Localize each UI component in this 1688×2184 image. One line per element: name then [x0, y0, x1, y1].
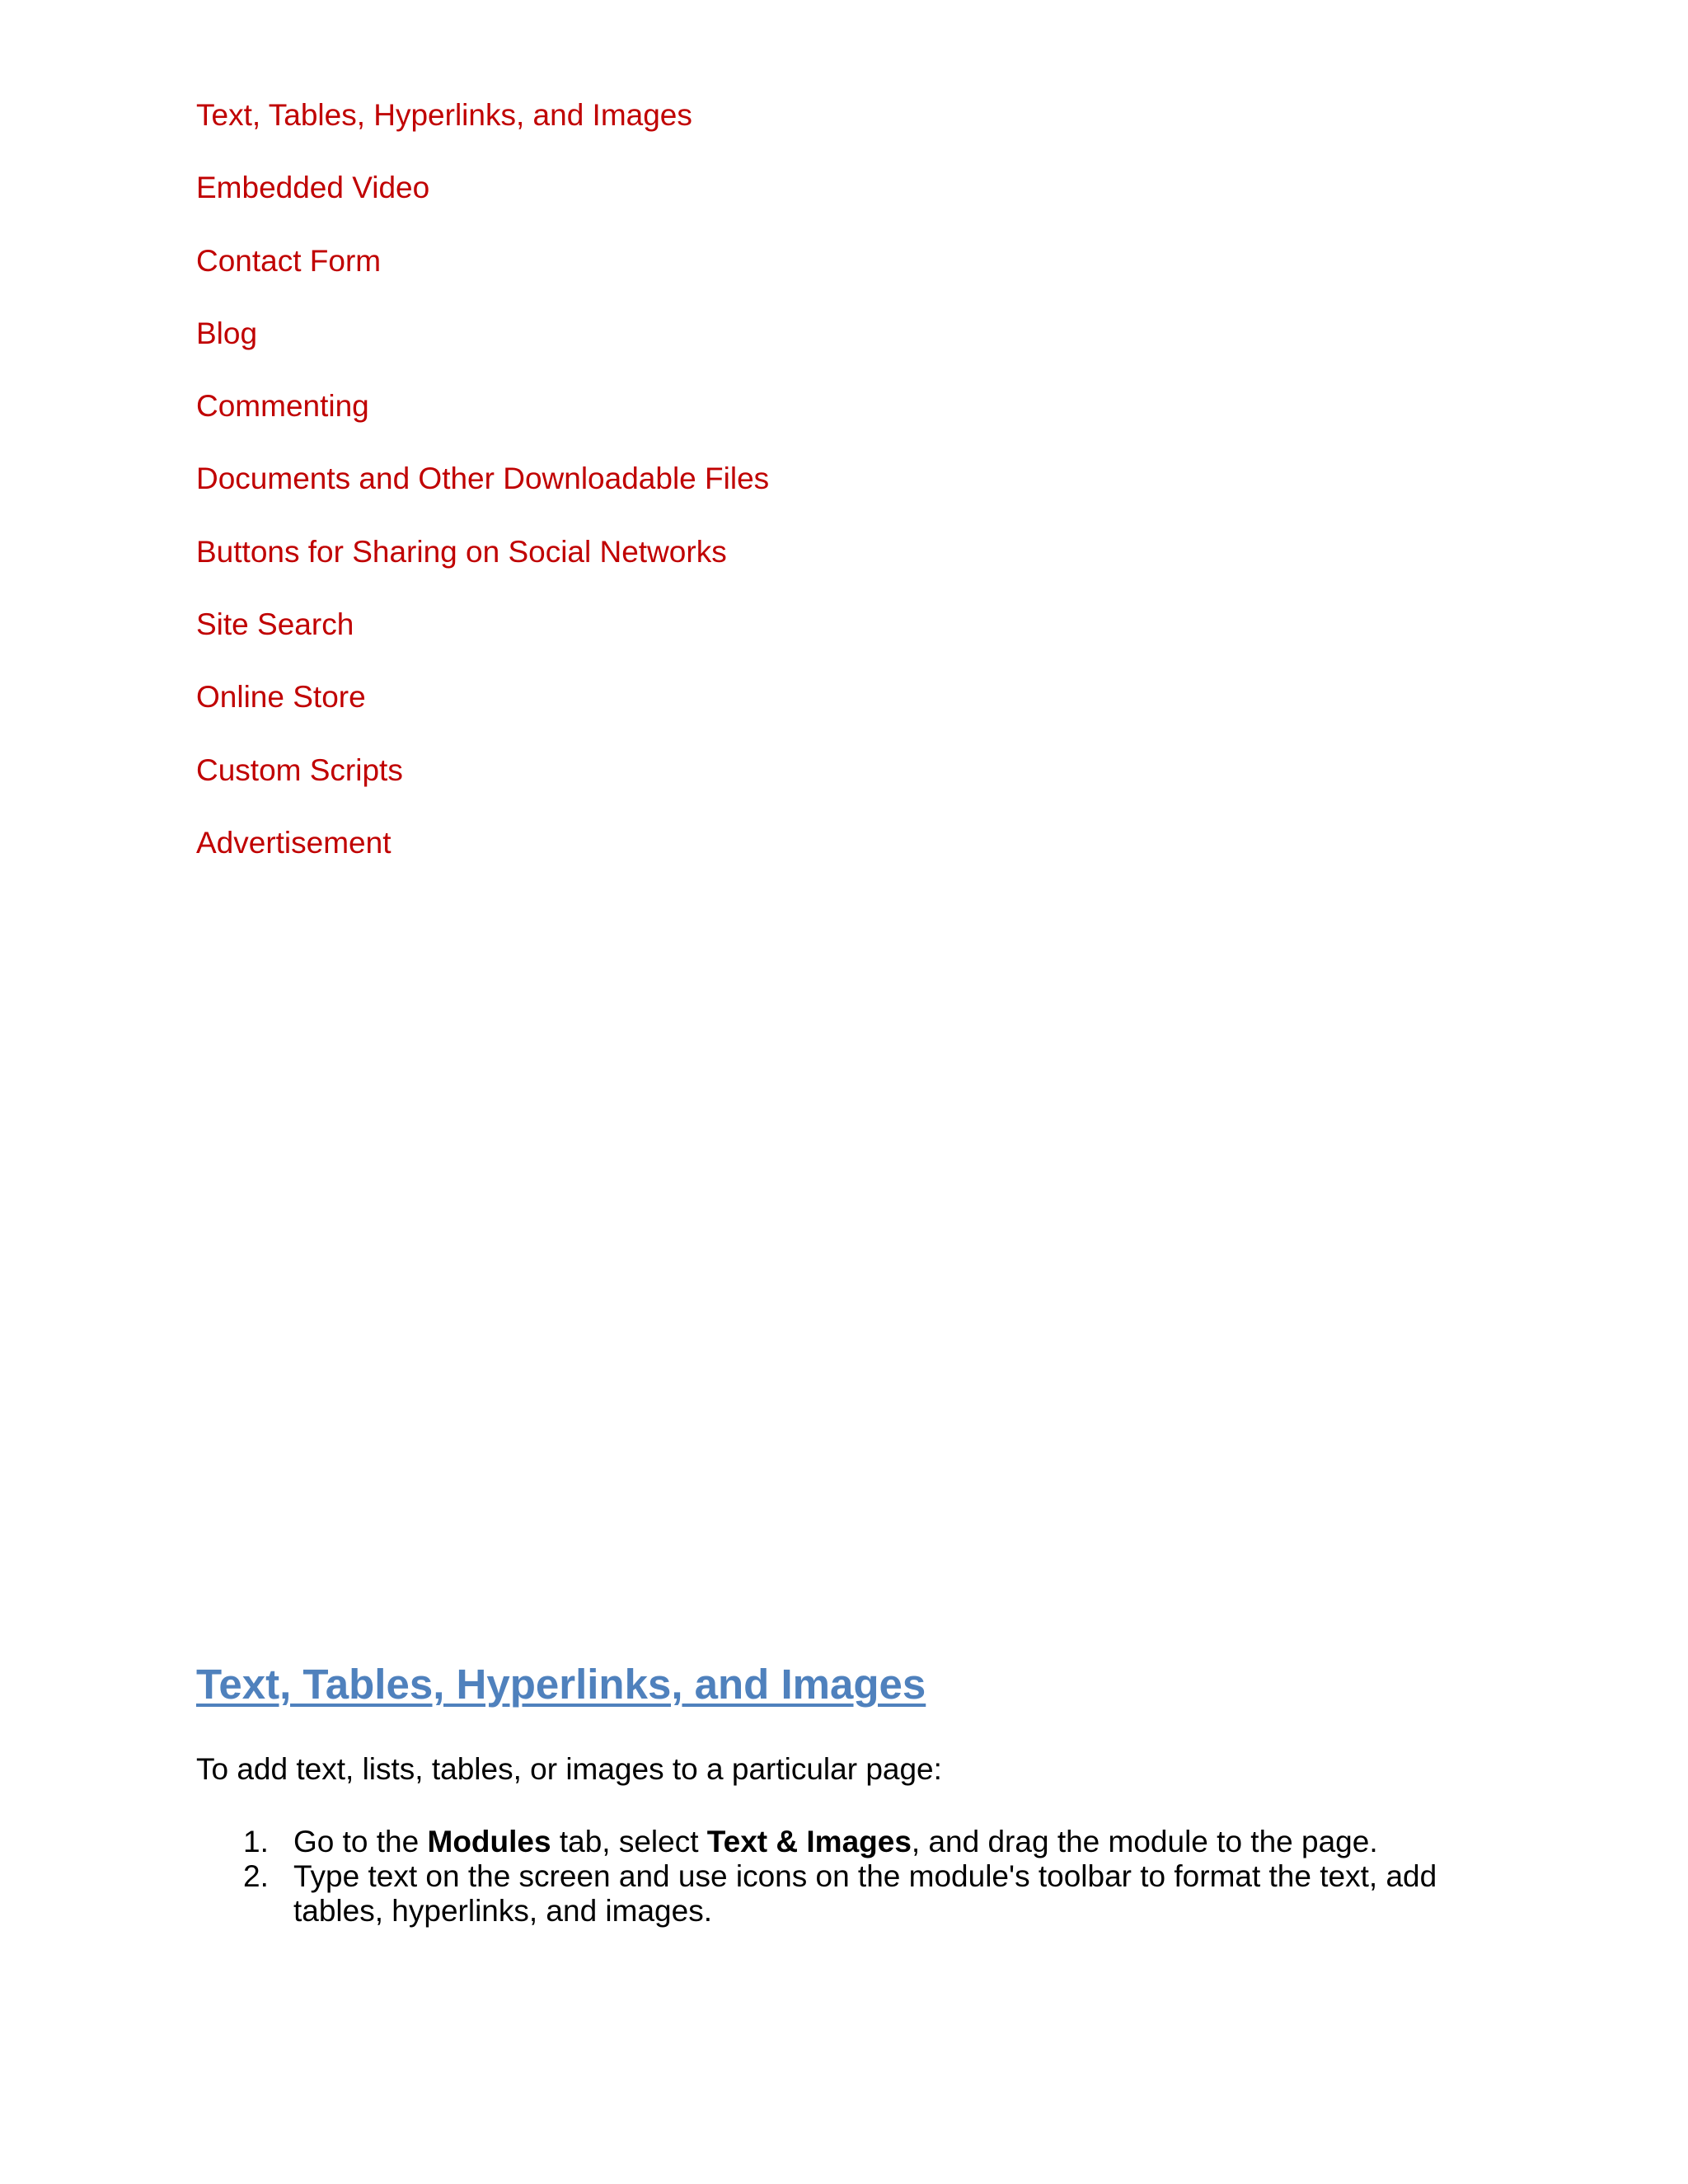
toc-link-contact-form[interactable]: Contact Form [196, 243, 382, 278]
toc-item [196, 170, 769, 242]
toc-item [196, 461, 769, 533]
toc-item [196, 243, 769, 316]
step-bold-term: Modules [427, 1825, 551, 1858]
toc-link-blog[interactable]: Blog [196, 316, 258, 350]
toc-item [196, 388, 769, 461]
toc-link-online-store[interactable]: Online Store [196, 680, 366, 715]
toc-link-site-search[interactable]: Site Search [196, 607, 354, 642]
toc-item [196, 534, 769, 607]
step-text: tab, select [551, 1825, 707, 1858]
toc-item [196, 825, 769, 898]
step-text: Type text on the screen and use icons on the module's toolbar to format the text, add tables, hyperlinks, and images. [293, 1859, 1437, 1928]
step-number: 2. [243, 1859, 269, 1893]
section-intro: To add text, lists, tables, or images to a particular page: [196, 1752, 942, 1786]
step-text: Go to the [293, 1825, 428, 1858]
toc-item [196, 679, 769, 752]
step-item [196, 1859, 1482, 1929]
step-bold-term: Text & Images [706, 1825, 912, 1858]
step-text: , and drag the module to the page. [911, 1825, 1378, 1858]
steps-list [196, 1825, 1482, 1929]
toc-link-text-tables-hyperlinks-images[interactable]: Text, Tables, Hyperlinks, and Images [196, 98, 692, 132]
toc-link-advertisement[interactable]: Advertisement [196, 825, 392, 860]
toc-item [196, 97, 769, 170]
toc-item [196, 607, 769, 679]
section-heading: Text, Tables, Hyperlinks, and Images [196, 1661, 926, 1708]
toc-link-social-sharing-buttons[interactable]: Buttons for Sharing on Social Networks [196, 534, 727, 569]
step-item [196, 1825, 1482, 1859]
toc-item [196, 752, 769, 825]
toc-link-documents-downloadable-files[interactable]: Documents and Other Downloadable Files [196, 462, 770, 496]
toc-link-embedded-video[interactable]: Embedded Video [196, 171, 430, 205]
table-of-contents [196, 97, 769, 898]
toc-link-commenting[interactable]: Commenting [196, 389, 369, 424]
step-number: 1. [243, 1825, 269, 1858]
toc-link-custom-scripts[interactable]: Custom Scripts [196, 752, 403, 787]
toc-item [196, 316, 769, 388]
